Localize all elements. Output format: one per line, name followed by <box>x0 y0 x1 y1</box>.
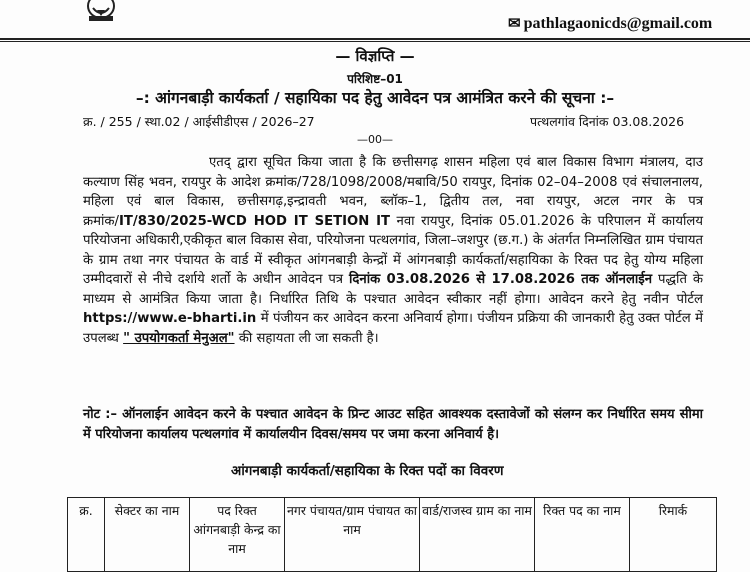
col-center: पद रिक्त आंगनबाड़ी केन्द्र का नाम <box>190 498 285 572</box>
notice-title: — विज्ञप्ति — <box>335 47 415 65</box>
header-divider <box>0 38 750 40</box>
annexure-label: परिशिष्ट–01 <box>347 72 403 86</box>
col-panchayat: नगर पंचायत/ग्राम पंचायत का नाम <box>285 498 420 572</box>
separator: —00— <box>357 133 393 146</box>
body-text-3: पद्धति के माध्यम से आमंत्रित किया जाता है। निर्धारित तिथि के पश्चात आवेदन स्वीकार नहीं होगा। आवेदन करने हेतु नवीन पोर्टल <box>83 272 703 307</box>
table-heading: आंगनबाड़ी कार्यकर्ता/सहायिका के रिक्त पदों का विवरण <box>231 463 504 479</box>
col-ward: वार्ड/राजस्व ग्राम का नाम <box>420 498 535 572</box>
envelope-icon: ✉ <box>508 16 521 32</box>
email-address[interactable]: ✉ pathlagaonicds@gmail.com <box>508 15 713 32</box>
body-text-4: में पंजीयन कर आवेदन करना अनिवार्य होगा। पंजीयन प्रक्रिया की जानकारी हेतु उक्त पोर्टल में उपलब्ध <box>83 311 703 346</box>
body-text-1: एतद् द्वारा सूचित किया जाता है कि छत्तीसगढ़ शासन महिला एवं बाल विकास विभाग मंत्रालय, दाउ कल्याण सिंह भवन, रायपुर के आदेश क्रमांक/728/1098/2008/मबावि/50 रायपुर, दिनांक 02–04–2008 एवं संचालनालय, महिला एवं बाल विकास, छत्तीसगढ़,इन्द्रावती भवन, ब्लॉक–1, द्वितीय तल, नवा रायपुर, अटल नगर के पत्र क्रमांक/ <box>83 155 703 229</box>
body-text-5: की सहायता ली जा सकती है। <box>234 330 379 346</box>
body-text-2: नवा रायपुर, दिनांक 05.01.2026 के परिपालन में कार्यालय परियोजना अधिकारी,एकीकृत बाल विकास सेवा, परियोजना पत्थलगांव, जिला–जशपुर (छ.ग.) के अंतर्गत निम्नलिखित ग्राम पंचायत के ग्राम तथा नगर पंचायत के वार्ड में स्वीकृत आंगनबाड़ी केन्द्रों में आंगनबाड़ी कार्यकर्ता/सहायिका के रिक्त पद हेतु योग्य महिला उम्मीदवारों से नीचे दर्शाये शर्तो के अधीन आवेदन पत्र <box>83 213 703 288</box>
note-text: नोट :– ऑनलाईन आवेदन करने के पश्चात आवेदन के प्रिन्ट आउट सहित आवश्यक दस्तावेजों को संलग्न कर निर्धारित समय सीमा में परियोजना कार्यालय पत्थलगांव में कार्यालयीन दिवस/समय पर जमा करना अनिवार्य है। <box>83 407 703 442</box>
header-divider-thin <box>0 41 750 42</box>
col-serial: क्र. <box>68 498 105 572</box>
portal-link[interactable]: https://www.e-bharti.in <box>83 311 257 327</box>
user-manual-ref: " उपयोगकर्ता मेनुअल" <box>123 330 235 346</box>
col-post: रिक्त पद का नाम <box>535 498 630 572</box>
col-remark: रिमार्क <box>630 498 717 572</box>
application-dates: दिनांक 03.08.2026 से 17.08.2026 तक ऑनलाईन <box>348 272 653 288</box>
col-sector: सेक्टर का नाम <box>105 498 190 572</box>
emblem-icon <box>83 0 119 24</box>
letter-ref: IT/830/2025-WCD HOD IT SETION IT <box>119 213 391 229</box>
place-date: पत्थलगांव दिनांक 03.08.2026 <box>530 114 685 129</box>
notice-subject: –: आंगनबाड़ी कार्यकर्ता / सहायिका पद हेतु आवेदन पत्र आमंत्रित करने की सूचना :– <box>135 89 615 107</box>
notice-body <box>83 153 703 348</box>
table-header-row <box>68 498 717 572</box>
reference-number: क्र. / 255 / स्था.02 / आईसीडीएस / 2026–27 <box>83 114 315 129</box>
